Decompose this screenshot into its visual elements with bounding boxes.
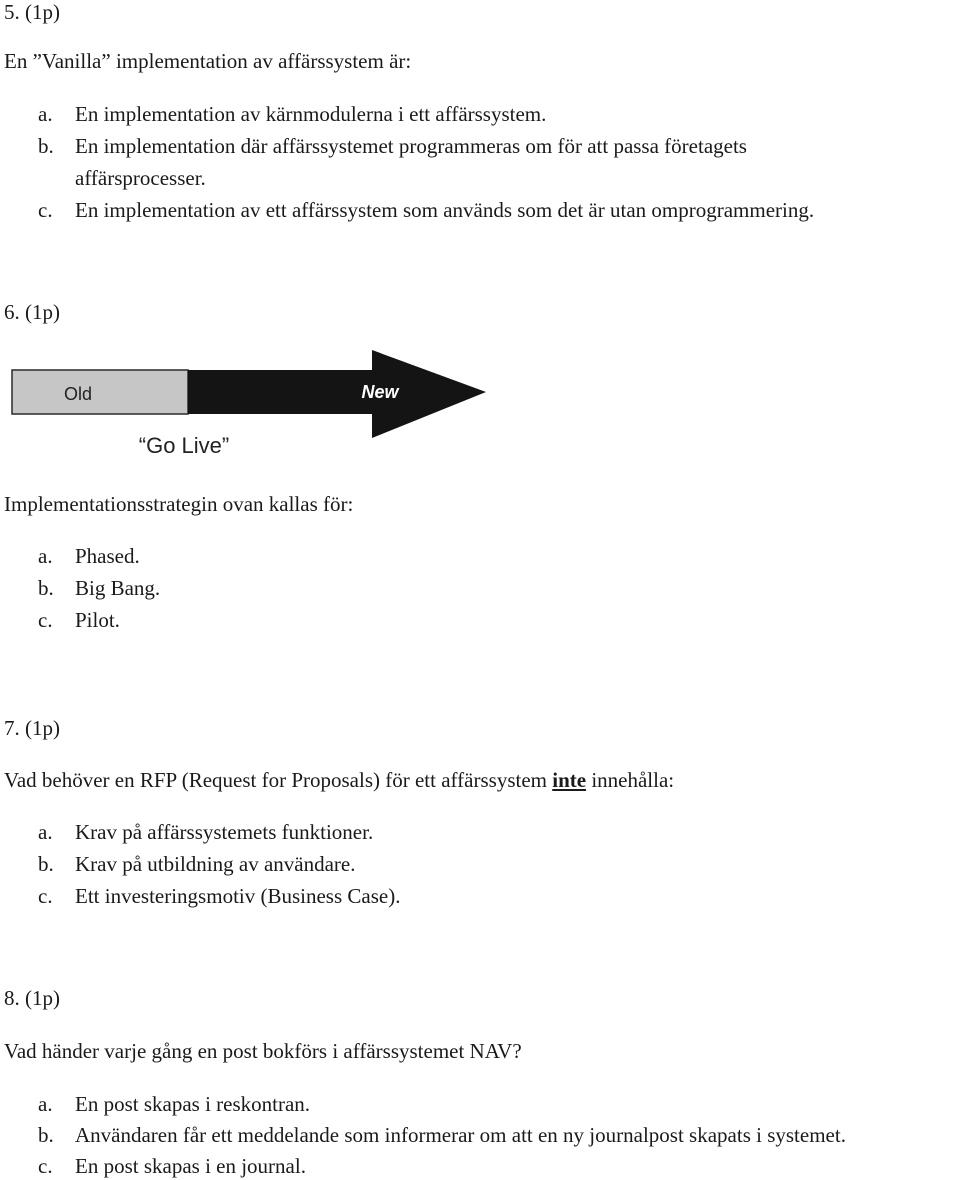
q7-option-a — [38, 818, 373, 846]
go-live-arrow-figure — [4, 344, 494, 464]
q5-option-a — [38, 100, 546, 128]
option-text: Pilot. — [75, 608, 120, 632]
q6-heading: 6. (1p) — [4, 300, 60, 324]
q6-option-c — [38, 606, 120, 634]
q7-option-b — [38, 850, 356, 878]
option-text: En post skapas i en journal. — [75, 1154, 306, 1178]
q7-question-end: innehålla: — [586, 768, 675, 792]
option-letter: a. — [38, 544, 53, 568]
option-letter: c. — [38, 1154, 53, 1178]
option-letter: c. — [38, 608, 53, 632]
option-text: Krav på utbildning av användare. — [75, 852, 356, 876]
go-live-caption: “Go Live” — [138, 433, 230, 458]
q8-option-b — [38, 1121, 846, 1149]
old-box — [12, 370, 188, 414]
q7-question-emphasis: inte — [552, 768, 587, 792]
option-letter: b. — [38, 852, 54, 876]
new-label: New — [361, 382, 399, 402]
q5-option-b — [38, 132, 747, 160]
q8-option-c — [38, 1152, 306, 1180]
q5-option-b-continuation: affärsprocesser. — [75, 166, 206, 190]
option-text: Phased. — [75, 544, 140, 568]
q7-heading: 7. (1p) — [4, 716, 60, 740]
option-text: Användaren får ett meddelande som informerar om att en ny journalpost skapats i systemet. — [75, 1123, 846, 1147]
q8-heading: 8. (1p) — [4, 986, 60, 1010]
q6-option-b — [38, 574, 160, 602]
q7-question — [4, 766, 674, 794]
option-letter: b. — [38, 134, 54, 158]
option-text: En implementation av kärnmodulerna i ett affärssystem. — [75, 102, 547, 126]
old-label: Old — [63, 384, 93, 404]
q5-option-c — [38, 196, 814, 224]
q6-question: Implementationsstrategin ovan kallas för: — [4, 492, 354, 516]
option-letter: a. — [38, 820, 53, 844]
option-letter: a. — [38, 102, 53, 126]
option-letter: b. — [38, 576, 54, 600]
q7-option-c — [38, 882, 400, 910]
option-text: En implementation av ett affärssystem som används som det är utan omprogrammering. — [75, 198, 815, 222]
q7-question-start: Vad behöver en RFP (Request for Proposals) för ett affärssystem — [4, 768, 553, 792]
option-text: Ett investeringsmotiv (Business Case). — [75, 884, 401, 908]
option-text: Krav på affärssystemets funktioner. — [75, 820, 374, 844]
option-text: En implementation där affärssystemet programmeras om för att passa företagets — [75, 134, 747, 158]
option-letter: b. — [38, 1123, 54, 1147]
option-letter: a. — [38, 1092, 53, 1116]
option-letter: c. — [38, 884, 53, 908]
q5-heading: 5. (1p) — [4, 0, 60, 24]
option-text: Big Bang. — [75, 576, 161, 600]
q5-question: En ”Vanilla” implementation av affärssystem är: — [4, 49, 412, 73]
q8-question: Vad händer varje gång en post bokförs i affärssystemet NAV? — [4, 1039, 522, 1063]
q8-option-a — [38, 1090, 310, 1118]
option-text: En post skapas i reskontran. — [75, 1092, 311, 1116]
q6-option-a — [38, 542, 140, 570]
option-letter: c. — [38, 198, 53, 222]
